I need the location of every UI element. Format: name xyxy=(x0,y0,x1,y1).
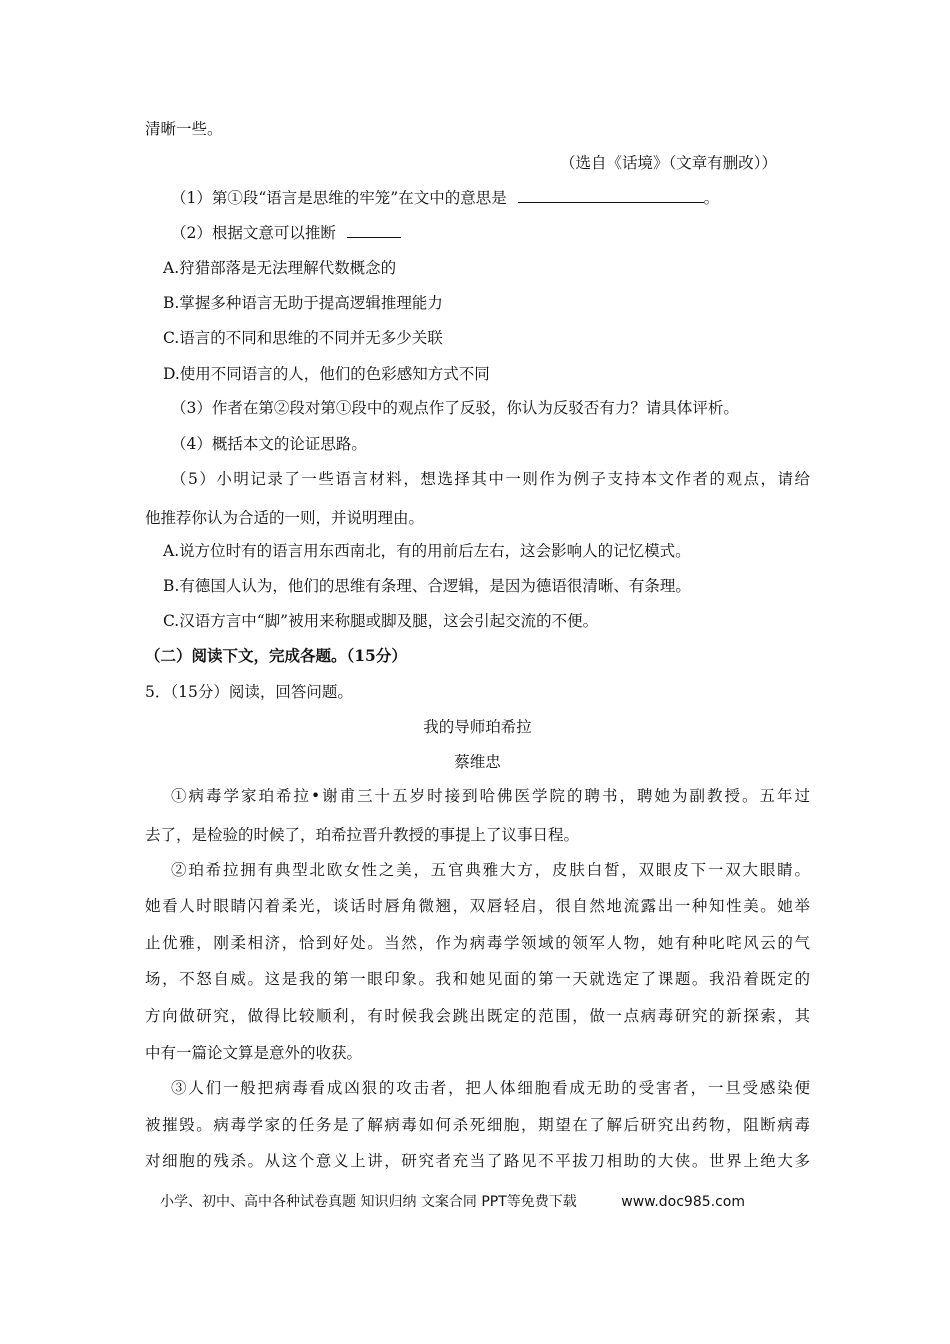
paragraph-line: 止优雅，刚柔相济，恰到好处。当然，作为病毒学领域的领军人物，她有种叱咤风云的气 xyxy=(145,934,810,952)
paragraph-line: 被摧毁。病毒学家的任务是了解病毒如何杀死细胞，期望在了解后研究出药物，阻断病毒 xyxy=(145,1116,810,1134)
answer-blank[interactable] xyxy=(347,223,401,238)
option-d: D.使用不同语言的人，他们的色彩感知方式不同 xyxy=(163,365,490,383)
material-c: C.汉语方言中“脚”被用来称腿或脚及腿，这会引起交流的不便。 xyxy=(163,612,599,630)
paragraph-line: 方向做研究，做得比较顺利，有时候我会跳出既定的范围，做一点病毒研究的新探索，其 xyxy=(145,1007,810,1025)
paragraph-line: ②珀希拉拥有典型北欧女性之美，五官典雅大方，皮肤白皙，双眼皮下一双大眼睛。 xyxy=(171,861,810,879)
question-5-cont: 他推荐你认为合适的一则，并说明理由。 xyxy=(145,509,425,527)
article-author: 蔡维忠 xyxy=(454,753,501,771)
option-b: B.掌握多种语言无助于提高逻辑推理能力 xyxy=(163,294,443,312)
option-a: A.狩猎部落是无法理解代数概念的 xyxy=(163,259,397,277)
footer-text: 小学、初中、高中各种试卷真题 知识归纳 文案合同 PPT等免费下载 xyxy=(160,1194,577,1210)
answer-blank[interactable] xyxy=(518,188,704,203)
question-2-text: （2）根据文意可以推断 xyxy=(171,224,336,242)
footer-url[interactable]: www.doc985.com xyxy=(621,1194,745,1210)
question-2 xyxy=(171,223,836,243)
question-1-text: （1）第①段“语言是思维的牢笼”在文中的意思是 xyxy=(171,189,507,207)
section-heading: （二）阅读下文，完成各题。（15分） xyxy=(145,646,407,665)
question-header: 5．（15分）阅读，回答问题。 xyxy=(145,683,353,701)
article-title: 我的导师珀希拉 xyxy=(423,718,532,736)
question-4: （4）概括本文的论证思路。 xyxy=(171,435,367,453)
paragraph-line: 场，不怒自威。这是我的第一眼印象。我和她见面的第一天就选定了课题。我沿着既定的 xyxy=(145,970,810,988)
text-line: 清晰一些。 xyxy=(145,120,223,138)
material-a: A.说方位时有的语言用东西南北，有的用前后左右，这会影响人的记忆模式。 xyxy=(163,542,691,560)
paragraph-line: 去了，是检验的时候了，珀希拉晋升教授的事提上了议事日程。 xyxy=(145,826,580,844)
source-citation: （选自《话境》（文章有删改）） xyxy=(560,154,778,172)
paragraph-line: ①病毒学家珀希拉•谢甫三十五岁时接到哈佛医学院的聘书，聘她为副教授。五年过 xyxy=(171,787,810,805)
paragraph-line: ③人们一般把病毒看成凶狠的攻击者，把人体细胞看成无助的受害者，一旦受感染便 xyxy=(171,1079,810,1097)
question-1-end: 。 xyxy=(703,189,720,207)
question-5: （5）小明记录了一些语言材料，想选择其中一则作为例子支持本文作者的观点，请给 xyxy=(171,470,810,488)
option-c: C.语言的不同和思维的不同并无多少关联 xyxy=(163,329,443,347)
question-3: （3）作者在第②段对第①段中的观点作了反驳，你认为反驳否有力？请具体评析。 xyxy=(171,399,739,417)
page-footer xyxy=(160,1192,745,1212)
material-b: B.有德国人认为，他们的思维有条理、合逻辑，是因为德语很清晰、有条理。 xyxy=(163,577,691,595)
paragraph-line: 她看人时眼睛闪着柔光，谈话时唇角微翘，双唇轻启，很自然地流露出一种知性美。她举 xyxy=(145,897,810,915)
question-1 xyxy=(171,188,836,208)
paragraph-line: 中有一篇论文算是意外的收获。 xyxy=(145,1044,363,1062)
paragraph-line: 对细胞的残杀。从这个意义上讲，研究者充当了路见不平拔刀相助的大侠。世界上绝大多 xyxy=(145,1152,810,1170)
